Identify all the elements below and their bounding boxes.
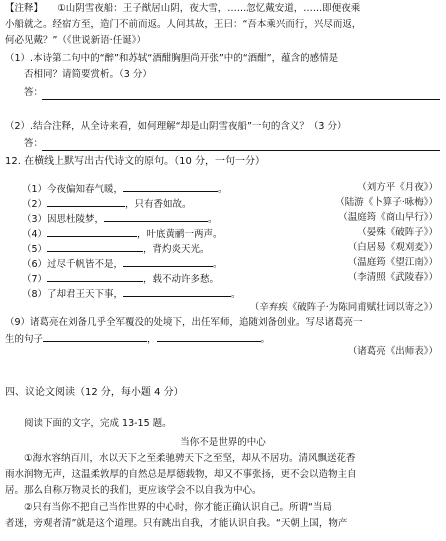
note-line-2: 小船就之。经宿方至，造门不前而返。人问其故，王曰：“吾本乘兴而行，兴尽而返， [5, 19, 362, 30]
question-1-line-2: 否相同？请简要赏析。（3 分） [24, 69, 152, 80]
article-title: 当你不是世界的中心 [180, 437, 266, 448]
poem-item-3: （3）因思杜陵梦， 。 [22, 211, 218, 227]
poem-item-8-source: （辛弃疾《破阵子·为陈同甫赋壮词以寄之》） [249, 302, 438, 313]
paragraph-2-line-2: 者迷，旁观者清”就是这个道理。只有跳出自我，才能认识自我。“天朝上国，物产 [5, 518, 348, 529]
poem-item-4-source: （晏殊《破阵子》） [357, 227, 438, 238]
paragraph-1-line-3: 居。那么自称万物灵长的我们，更应该学会不以自我为中心。 [5, 485, 262, 496]
paragraph-1-line-2: 雨水润物无声，这温柔敦厚的自然总是厚德载物，却又不事张扬，更不会以造物主自 [5, 469, 357, 480]
question-12-title: 12. 在横线上默写出古代诗文的原句。（10 分，一句一分） [5, 156, 265, 167]
poem-item-8-prefix: （8）了却君王天下事， [22, 289, 124, 300]
question-2-answer-line[interactable] [42, 150, 440, 151]
poem-item-1: （1）今夜偏知春气暖， 。 [22, 181, 228, 197]
poem-item-9-blank-1[interactable] [43, 331, 147, 342]
question-1-answer-line[interactable] [42, 99, 440, 100]
poem-item-2-blank[interactable] [47, 196, 125, 207]
paragraph-1-line-1: ①海水容纳百川，水以天下之至柔驰骋天下之至坚，却从不居功。清风飘送花香 [24, 453, 356, 464]
poem-item-2: （2） ，只有香如故。 [22, 196, 192, 212]
poem-item-2-source: （陆游《卜算子·咏梅》） [335, 197, 438, 208]
poem-item-6-source: （温庭筠《望江南》） [347, 257, 438, 268]
poem-item-6: （6）过尽千帆皆不是， 。 [22, 256, 223, 272]
poem-item-3-prefix: （3）因思杜陵梦， [22, 214, 105, 225]
poem-item-5: （5） ，背灼炎天光。 [22, 241, 210, 257]
section-4-title: 四、议论文阅读（12 分，每小题 4 分） [5, 387, 184, 398]
question-2-answer-label: 答： [24, 138, 44, 149]
paragraph-2-line-1: ②只有当你不把自己当作世界的中心时，你才能正确认识自己。所谓“当局 [24, 502, 332, 513]
poem-item-4-prefix: （4） [22, 229, 48, 240]
poem-item-3-source: （温庭筠《商山早行》） [338, 212, 438, 223]
poem-item-1-blank[interactable] [123, 181, 218, 192]
poem-item-7: （7） ，载不动许多愁。 [22, 271, 219, 287]
poem-item-3-blank[interactable] [104, 211, 208, 222]
question-2-line-1: （2）.结合注释，从全诗来看，如何理解“却是山阴雪夜船”一句的含义？（3 分） [5, 121, 347, 132]
poem-item-1-source: （刘方平《月夜》） [357, 182, 438, 193]
poem-item-7-source: （李清照《武陵春》） [347, 272, 438, 283]
poem-item-9-line-1: （9）诸葛亮在刘备几乎全军覆没的处境下，出任军师，追随刘备创业。写尽诸葛亮一 [5, 317, 363, 328]
poem-item-5-source: （白居易《观刈麦》） [347, 242, 438, 253]
poem-item-8-blank[interactable] [123, 286, 231, 297]
poem-item-8: （8）了却君王天下事， 。 [22, 286, 241, 302]
question-1-answer-label: 答： [24, 87, 44, 98]
poem-item-5-blank[interactable] [47, 241, 143, 252]
poem-item-6-blank[interactable] [123, 256, 213, 267]
poem-item-4: （4） ，叶底黄鹂一两声。 [22, 226, 223, 242]
poem-item-1-prefix: （1）今夜偏知春气暖， [22, 184, 124, 195]
poem-item-2-prefix: （2） [22, 199, 48, 210]
poem-item-7-prefix: （7） [22, 274, 48, 285]
poem-item-7-blank[interactable] [47, 271, 143, 282]
poem-item-6-prefix: （6）过尽千帆皆不是， [22, 259, 124, 270]
poem-item-9-source: （诸葛亮《出师表》） [347, 346, 438, 357]
poem-item-4-blank[interactable] [47, 226, 137, 237]
poem-item-9-blank-2[interactable] [157, 331, 261, 342]
poem-item-5-prefix: （5） [22, 244, 48, 255]
question-1-line-1: （1）.本诗第二句中的“醉”和苏轼“酒酣胸胆尚开张”中的“酒酣”，蕴含的感情是 [5, 53, 339, 64]
note-line-1: 【注释】 ①山阴雪夜船：王子猷居山阴，夜大雪，……忽忆戴安道，……即便夜乘 [5, 3, 361, 14]
poem-item-9-line-2: 生的句子 ， 。 [5, 331, 270, 347]
note-line-3: 何必见戴？”（《世说新语·任诞》） [5, 35, 146, 46]
section-4-intro: 阅读下面的文字，完成 13-15 题。 [24, 418, 172, 429]
